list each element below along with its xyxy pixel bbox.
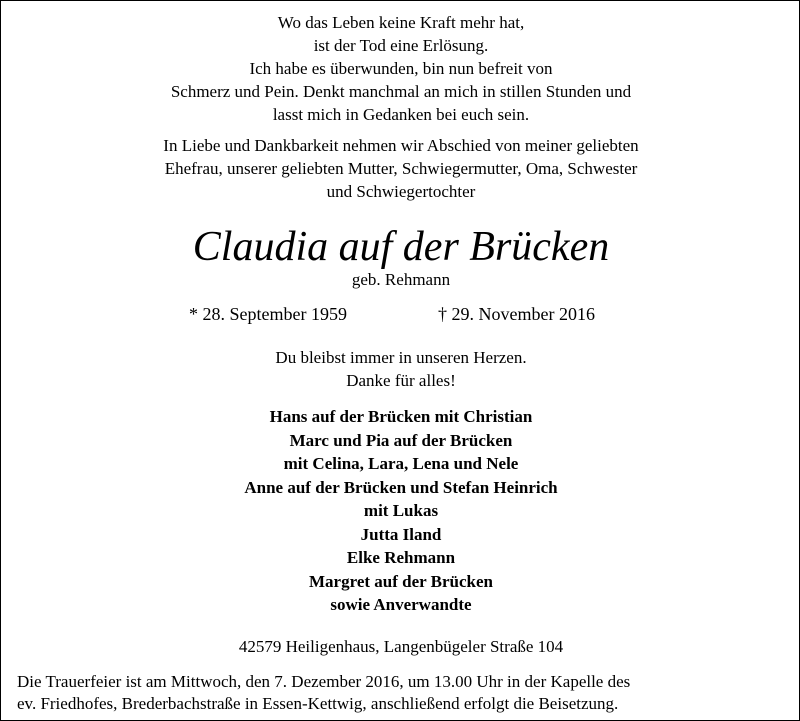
remembrance-line: Danke für alles! <box>346 371 456 390</box>
mourners-list <box>1 405 800 617</box>
mourner-line: Jutta Iland <box>360 524 442 544</box>
mourner-line: Hans auf der Brücken mit Christian <box>269 407 533 426</box>
mourner-line: Margret auf der Brücken <box>309 571 493 591</box>
farewell-text <box>1 134 800 203</box>
poem-line: Schmerz und Pein. Denkt manchmal an mich in stillen Stunden und <box>170 82 632 101</box>
death-date: † 29. November 2016 <box>438 304 595 324</box>
farewell-line: und Schwiegertochter <box>326 182 476 201</box>
mourner-line: Anne auf der Brücken und Stefan Heinrich <box>244 477 558 497</box>
birth-name: geb. Rehmann <box>351 270 451 289</box>
poem-line: ist der Tod eine Erlösung. <box>313 36 489 55</box>
mourner-line: mit Celina, Lara, Lena und Nele <box>283 454 519 473</box>
remembrance-text <box>1 346 800 392</box>
funeral-service-info <box>17 671 797 715</box>
poem-line: lasst mich in Gedanken bei euch sein. <box>272 105 530 124</box>
family-address: 42579 Heiligenhaus, Langenbügeler Straße 104 <box>238 637 564 656</box>
poem <box>1 11 800 126</box>
poem-line: Wo das Leben keine Kraft mehr hat, <box>277 13 525 32</box>
farewell-line: Ehefrau, unserer geliebten Mutter, Schwiegermutter, Oma, Schwester <box>164 159 638 178</box>
mourner-line: Marc und Pia auf der Brücken <box>289 430 513 450</box>
farewell-line: In Liebe und Dankbarkeit nehmen wir Abschied von meiner geliebten <box>163 136 639 155</box>
mourner-line: mit Lukas <box>363 501 439 520</box>
service-line: ev. Friedhofes, Brederbachstraße in Essen-Kettwig, anschließend erfolgt die Beisetzung. <box>17 694 619 713</box>
birth-date: * 28. September 1959 <box>189 304 347 324</box>
poem-line: Ich habe es überwunden, bin nun befreit von <box>249 59 553 78</box>
deceased-name: Claudia auf der Brücken <box>192 224 610 270</box>
service-line: Die Trauerfeier ist am Mittwoch, den 7. Dezember 2016, um 13.00 Uhr in der Kapelle des <box>17 672 631 691</box>
remembrance-line: Du bleibst immer in unseren Herzen. <box>275 348 527 367</box>
mourner-line: Elke Rehmann <box>346 548 456 567</box>
mourner-line: sowie Anverwandte <box>330 595 472 614</box>
